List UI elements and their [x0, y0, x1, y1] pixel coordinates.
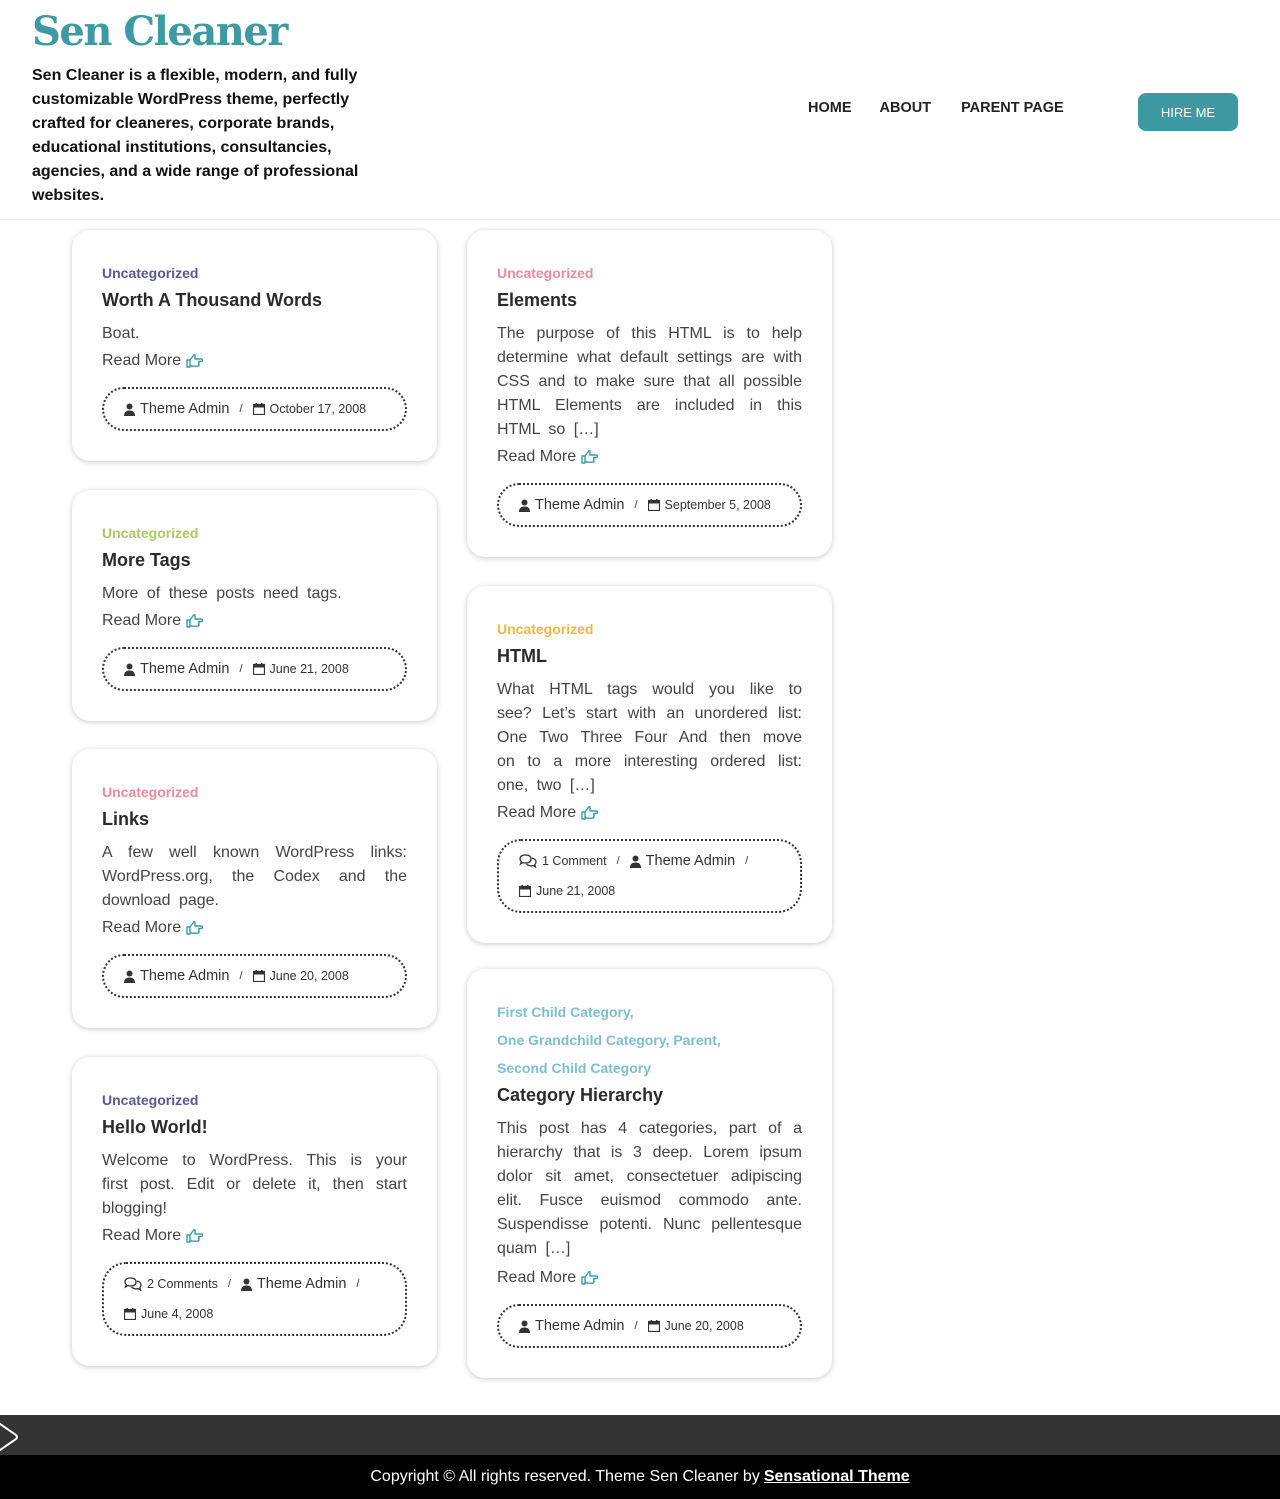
site-title[interactable]: Sen Cleaner: [32, 8, 287, 55]
post-category-link[interactable]: Uncategorized: [497, 621, 594, 637]
user-icon: [241, 1278, 252, 1291]
post-meta: [102, 387, 407, 431]
calendar-icon: [124, 1308, 136, 1320]
post-title[interactable]: Elements: [497, 290, 578, 310]
read-more-label: Read More: [497, 448, 577, 465]
meta-separator: /: [634, 499, 638, 511]
post-excerpt: A few well known WordPress links: WordPress.org, the Codex and the download page.: [102, 844, 407, 909]
post-date[interactable]: [253, 966, 349, 986]
post-title[interactable]: Worth A Thousand Words: [102, 290, 322, 310]
user-icon: [519, 1320, 530, 1333]
user-icon: [124, 970, 135, 983]
post-card-elements: [467, 230, 832, 557]
site-header: [0, 0, 1280, 220]
read-more-label: Read More: [497, 1269, 577, 1286]
post-author-name: Theme Admin: [535, 497, 625, 513]
read-more-link[interactable]: [102, 609, 203, 633]
post-date[interactable]: [253, 659, 349, 679]
read-more-label: Read More: [102, 352, 182, 369]
site-description: Sen Cleaner is a flexible, modern, and fully customizable WordPress theme, perfectly crafted for cleaneres, corporate brands, educational institutions, consultancies, agencies, and a wide range of professional websites.: [32, 67, 359, 204]
post-date-text: June 4, 2008: [141, 1307, 214, 1321]
post-author-name: Theme Admin: [535, 1318, 625, 1334]
credit-link[interactable]: Sensational Theme: [763, 1468, 910, 1485]
post-author[interactable]: [519, 1316, 624, 1336]
meta-separator: /: [227, 1278, 231, 1290]
post-card-more-tags: [72, 490, 437, 721]
hand-point-right-icon: [581, 1271, 598, 1285]
calendar-icon: [648, 499, 660, 511]
post-category-link[interactable]: Uncategorized: [102, 1092, 199, 1108]
post-meta: [102, 647, 407, 691]
post-author[interactable]: [124, 399, 229, 419]
post-card-worth-a-thousand-words: [72, 230, 437, 461]
comments-icon: [519, 854, 537, 868]
post-excerpt: Welcome to WordPress. This is your first post. Edit or delete it, then start blogging!: [102, 1152, 407, 1217]
post-author[interactable]: [241, 1274, 346, 1294]
meta-separator: /: [356, 1278, 360, 1290]
post-title[interactable]: HTML: [497, 646, 547, 666]
scroll-chevron-icon[interactable]: [0, 1415, 20, 1459]
read-more-link[interactable]: [102, 349, 203, 373]
user-icon: [630, 855, 641, 868]
site-footer: [0, 1455, 1280, 1499]
user-icon: [519, 499, 530, 512]
calendar-icon: [253, 663, 265, 675]
hand-point-right-icon: [581, 806, 598, 820]
hand-point-right-icon: [186, 614, 203, 628]
post-excerpt: This post has 4 categories, part of a hierarchy that is 3 deep. Lorem ipsum dolor sit amet, consectetuer adipiscing elit. Fusce euismod commodo ante. Suspendisse potenti. Nunc pellentesque quam […]: [497, 1120, 802, 1257]
meta-separator: /: [634, 1320, 638, 1332]
post-category-link[interactable]: Uncategorized: [102, 784, 199, 800]
hire-me-button[interactable]: HIRE ME: [1138, 93, 1238, 131]
post-date[interactable]: [124, 1304, 213, 1324]
post-category-link[interactable]: One Grandchild Category, Parent,: [497, 1032, 721, 1048]
post-excerpt: More of these posts need tags.: [102, 585, 342, 602]
nav-parent-page[interactable]: PARENT PAGE: [961, 100, 1064, 116]
nav-home[interactable]: HOME: [808, 100, 852, 116]
meta-separator: /: [239, 403, 243, 415]
post-date-text: September 5, 2008: [664, 498, 771, 512]
post-title[interactable]: Links: [102, 809, 150, 829]
post-author-name: Theme Admin: [140, 661, 230, 677]
post-title[interactable]: More Tags: [102, 550, 191, 570]
post-author-name: Theme Admin: [140, 968, 230, 984]
post-author[interactable]: [630, 851, 735, 871]
post-author[interactable]: [124, 659, 229, 679]
post-comments-count: 2 Comments: [147, 1277, 218, 1291]
calendar-icon: [253, 970, 265, 982]
meta-separator: /: [745, 855, 749, 867]
post-comments[interactable]: [519, 851, 607, 871]
post-meta: [497, 483, 802, 527]
post-category-link[interactable]: Second Child Category: [497, 1060, 652, 1076]
post-author-name: Theme Admin: [140, 401, 230, 417]
post-date[interactable]: [253, 399, 367, 419]
post-meta: [497, 839, 802, 913]
post-date-text: June 20, 2008: [664, 1319, 744, 1333]
read-more-label: Read More: [497, 804, 577, 821]
read-more-label: Read More: [102, 1227, 182, 1244]
post-date[interactable]: [648, 495, 771, 515]
hand-point-right-icon: [186, 354, 203, 368]
nav-about[interactable]: ABOUT: [879, 100, 932, 116]
post-date-text: June 21, 2008: [269, 662, 349, 676]
post-comments-count: 1 Comment: [542, 854, 607, 868]
calendar-icon: [519, 885, 531, 897]
post-author[interactable]: [124, 966, 229, 986]
comments-icon: [124, 1277, 142, 1291]
post-date-text: June 20, 2008: [269, 969, 349, 983]
hand-point-right-icon: [581, 450, 598, 464]
post-date-text: October 17, 2008: [269, 402, 367, 416]
post-card-links: [72, 749, 437, 1028]
post-meta: [102, 954, 407, 998]
post-category-link[interactable]: Uncategorized: [102, 265, 199, 281]
read-more-link[interactable]: [102, 916, 203, 940]
read-more-label: Read More: [102, 919, 182, 936]
read-more-link[interactable]: [497, 801, 598, 825]
post-author-name: Theme Admin: [645, 853, 736, 869]
post-meta: [102, 1262, 407, 1336]
main-navigation: [794, 100, 1078, 116]
post-card-html: [467, 586, 832, 943]
post-meta: [497, 1304, 802, 1348]
user-icon: [124, 403, 135, 416]
post-category-link[interactable]: First Child Category,: [497, 1004, 634, 1020]
meta-separator: /: [239, 970, 243, 982]
post-author-name: Theme Admin: [256, 1276, 347, 1292]
post-category-link[interactable]: Uncategorized: [497, 265, 594, 281]
read-more-link[interactable]: [497, 1266, 598, 1290]
post-title[interactable]: Hello World!: [102, 1117, 208, 1137]
post-excerpt: The purpose of this HTML is to help determine what default settings are with CSS and to make sure that all possible HTML Elements are included in this HTML so […]: [497, 325, 802, 438]
post-category-link[interactable]: Uncategorized: [102, 525, 199, 541]
copyright-text: Copyright © All rights reserved. Theme Sen Cleaner by: [370, 1468, 760, 1485]
meta-separator: /: [239, 663, 243, 675]
footer-widget-bar: [0, 1415, 1280, 1455]
post-date-text: June 21, 2008: [536, 884, 616, 898]
read-more-link[interactable]: [102, 1224, 203, 1248]
post-title[interactable]: Category Hierarchy: [497, 1085, 664, 1105]
post-date[interactable]: [519, 881, 615, 901]
meta-separator: /: [616, 855, 620, 867]
hand-point-right-icon: [186, 1229, 203, 1243]
post-excerpt: What HTML tags would you like to see? Let’s start with an unordered list: One Two Three Four And then move on to a more interesting ordered list: one, two […]: [497, 681, 802, 794]
post-author[interactable]: [519, 495, 624, 515]
calendar-icon: [648, 1320, 660, 1332]
user-icon: [124, 663, 135, 676]
calendar-icon: [253, 403, 265, 415]
post-date[interactable]: [648, 1316, 744, 1336]
post-comments[interactable]: [124, 1274, 218, 1294]
read-more-link[interactable]: [497, 445, 598, 469]
post-excerpt: Boat.: [102, 325, 140, 342]
post-card-category-hierarchy: [467, 969, 832, 1378]
hand-point-right-icon: [186, 921, 203, 935]
post-card-hello-world: [72, 1057, 437, 1366]
read-more-label: Read More: [102, 612, 182, 629]
